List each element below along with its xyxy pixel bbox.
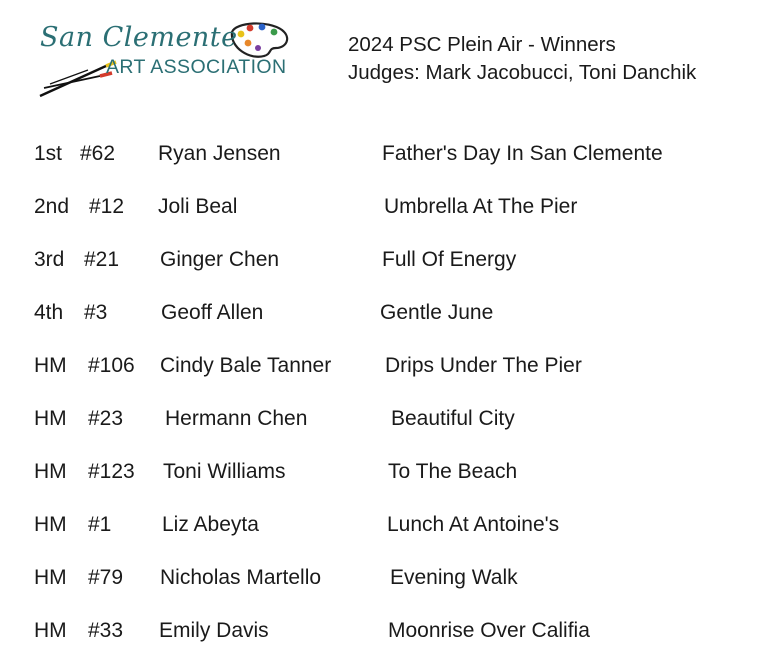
artist-name: Geoff Allen [161,301,264,324]
place-label: 4th [34,301,64,324]
winner-row [0,195,768,231]
artist-name: Joli Beal [158,195,238,218]
artist-name: Toni Williams [163,460,286,483]
place-label: HM [34,513,67,536]
winner-row [0,566,768,602]
artwork-title: Evening Walk [390,566,518,589]
artist-name: Nicholas Martello [160,566,322,589]
winner-row [0,513,768,549]
artwork-title: Moonrise Over Califia [388,619,590,642]
artwork-title: To The Beach [388,460,518,483]
entry-number: #123 [88,460,135,483]
palette-icon [232,23,287,56]
artwork-title: Father's Day In San Clemente [382,142,663,165]
judges-line: Judges: Mark Jacobucci, Toni Danchik [348,61,697,84]
entry-number: #62 [80,142,116,165]
entry-number: #21 [84,248,120,271]
artwork-title: Full Of Energy [382,248,517,271]
artist-name: Ryan Jensen [158,142,281,165]
entry-number: #33 [88,619,124,642]
artist-name: Hermann Chen [165,407,308,430]
place-label: HM [34,566,67,589]
winner-row [0,301,768,337]
winner-row [0,248,768,284]
entry-number: #12 [89,195,125,218]
artist-name: Cindy Bale Tanner [160,354,332,377]
header [348,31,696,87]
artwork-title: Gentle June [380,301,494,324]
artist-name: Emily Davis [159,619,269,642]
winner-row [0,407,768,443]
page-title: 2024 PSC Plein Air - Winners [348,33,616,56]
place-label: 2nd [34,195,70,218]
artist-name: Liz Abeyta [162,513,259,536]
place-label: HM [34,354,67,377]
entry-number: #3 [84,301,108,324]
place-label: HM [34,407,67,430]
entry-number: #79 [88,566,124,589]
logo [36,18,298,100]
place-label: HM [34,460,67,483]
artwork-title: Lunch At Antoine's [387,513,560,536]
artwork-title: Umbrella At The Pier [384,195,578,218]
entry-number: #23 [88,407,124,430]
place-label: HM [34,619,67,642]
winner-row [0,619,768,655]
winner-row [0,142,768,178]
winner-row [0,460,768,496]
paintbrush-icon [40,62,116,96]
winner-row [0,354,768,390]
logo-org-text: ART ASSOCIATION [106,56,287,78]
logo-script-text: San Clemente [40,22,238,53]
artist-name: Ginger Chen [160,248,280,271]
place-label: 1st [34,142,63,165]
artwork-title: Beautiful City [391,407,515,430]
entry-number: #1 [88,513,112,536]
entry-number: #106 [88,354,135,377]
place-label: 3rd [34,248,65,271]
artwork-title: Drips Under The Pier [385,354,582,377]
